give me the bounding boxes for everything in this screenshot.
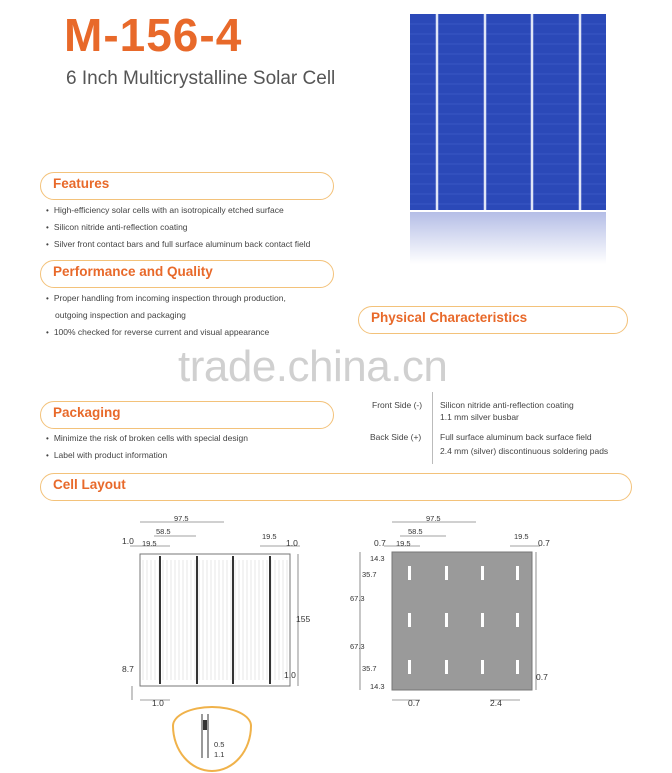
packaging-list	[46, 430, 248, 464]
front-dim-top-total: 97.5	[174, 514, 189, 523]
back-side-line-1: Full surface aluminum back surface field	[440, 432, 592, 442]
back-dim-left-edge: 0.7	[374, 538, 386, 548]
back-dim-left-gap: 19.5	[396, 539, 411, 548]
product-subtitle: 6 Inch Multicrystalline Solar Cell	[66, 68, 336, 89]
performance-list	[46, 290, 286, 341]
back-dim-v6: 14.3	[370, 682, 385, 691]
physical-heading-pill	[358, 306, 628, 334]
cell-grid-lines	[410, 14, 606, 210]
front-dim-height: 155	[296, 614, 311, 624]
front-dim-bottom-right: 1.0	[284, 670, 296, 680]
back-dim-top-total: 97.5	[426, 514, 441, 523]
watermark-text: trade.china.cn	[178, 342, 448, 391]
physical-heading: Physical Characteristics	[371, 310, 528, 325]
back-side-label: Back Side (+)	[370, 432, 422, 442]
front-dim-left-edge: 1.0	[122, 536, 134, 546]
packaging-heading: Packaging	[53, 405, 121, 420]
front-dim-right-gap: 19.5	[262, 532, 277, 541]
back-dim-v4: 67.3	[350, 642, 365, 651]
cell-layout-heading: Cell Layout	[53, 477, 126, 492]
list-item-text: outgoing inspection and packaging	[55, 310, 186, 320]
back-dim-bottom-right: 0.7	[536, 672, 548, 682]
front-dim-left-gap: 19.5	[142, 539, 157, 548]
list-item: • Minimize the risk of broken cells with special design	[46, 430, 248, 447]
back-dim-right-gap: 19.5	[514, 532, 529, 541]
back-dim-v5: 35.7	[362, 664, 377, 673]
back-dim-v2: 35.7	[362, 570, 377, 579]
front-dim-bottom-left: 8.7	[122, 664, 134, 674]
list-item: • High-efficiency solar cells with an isotropically etched surface	[46, 202, 310, 219]
cell-reflection	[410, 212, 606, 264]
product-model-title: M-156-4	[64, 9, 243, 61]
list-item: • 100% checked for reverse current and visual appearance	[46, 324, 286, 341]
solar-cell-image	[410, 14, 606, 210]
list-item: • Silver front contact bars and full surface aluminum back contact field	[46, 236, 310, 253]
cell-layout-heading-pill	[40, 473, 632, 501]
front-dim-right-edge: 1.0	[286, 538, 298, 548]
features-heading-pill	[40, 172, 334, 200]
front-side-line-1: Silicon nitride anti-reflection coating	[440, 400, 574, 410]
busbar-detail-drawing	[174, 708, 250, 768]
performance-heading-pill	[40, 260, 334, 288]
packaging-heading-pill	[40, 401, 334, 429]
back-dim-pad-width: 2.4	[490, 698, 502, 708]
list-item: • Label with product information	[46, 447, 248, 464]
front-side-line-2: 1.1 mm silver busbar	[440, 412, 519, 422]
front-side-diagram	[110, 510, 340, 710]
front-dim-top-mid: 58.5	[156, 527, 171, 536]
performance-heading: Performance and Quality	[53, 264, 213, 279]
back-dim-v1: 14.3	[370, 554, 385, 563]
busbar-detail-callout	[172, 706, 252, 772]
back-dim-top-mid: 58.5	[408, 527, 423, 536]
list-item: • Proper handling from incoming inspection through production,	[46, 290, 286, 307]
list-item-continued	[46, 307, 286, 324]
detail-dim-a: 0.5	[214, 740, 225, 749]
back-dim-bottom-edge: 0.7	[408, 698, 420, 708]
back-side-diagram	[340, 510, 570, 710]
features-heading: Features	[53, 176, 110, 191]
back-dim-right-edge: 0.7	[538, 538, 550, 548]
detail-dim-b: 1.1	[214, 750, 225, 759]
front-dim-bottom-edge: 1.0	[152, 698, 164, 708]
back-dim-v3: 67.3	[350, 594, 365, 603]
list-item: • Silicon nitride anti-reflection coating	[46, 219, 310, 236]
features-list	[46, 202, 310, 253]
back-side-line-2: 2.4 mm (silver) discontinuous soldering pads	[440, 446, 609, 456]
front-side-label: Front Side (-)	[372, 400, 423, 410]
divider	[432, 392, 433, 464]
